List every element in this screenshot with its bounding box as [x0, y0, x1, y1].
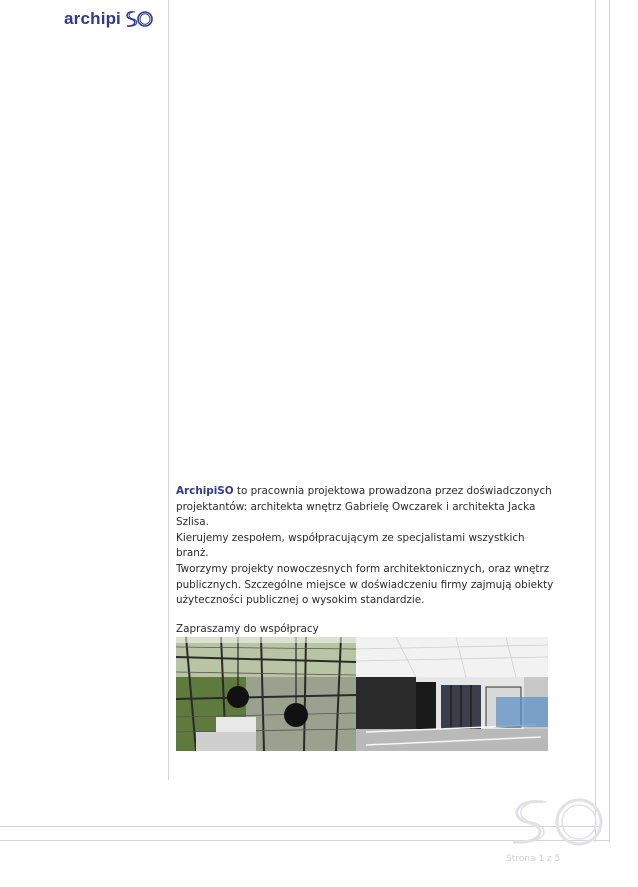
archipiso-logo	[64, 6, 154, 32]
intro-paragraph	[176, 484, 556, 609]
so-watermark-icon	[505, 794, 609, 850]
logo-text-archi: archi	[64, 9, 106, 28]
photo-strip	[176, 637, 548, 751]
frame-line-right-inner	[595, 0, 596, 842]
invite-text: Zapraszamy do współpracy	[176, 622, 319, 635]
intro-text	[176, 484, 556, 637]
frame-line-right-outer	[609, 0, 610, 842]
logo-so-mark-icon	[122, 8, 154, 30]
interior-office-railing-photo	[356, 637, 548, 751]
brand-name: ArchipiSO	[176, 485, 234, 497]
intro-line-5: publicznych. Szczególne miejsce w doświadczeniu firmy zajmują obiekty	[176, 578, 554, 591]
intro-line-4: Tworzymy projekty nowoczesnych form architektonicznych, oraz wnętrz	[176, 562, 550, 575]
frame-line-left	[168, 0, 169, 780]
intro-line-3: Kierujemy zespołem, współpracującym ze specjalistami wszystkich branż.	[176, 531, 525, 560]
logo-text-pi: pi	[105, 9, 121, 28]
intro-line-1: to pracownia projektowa prowadzona przez doświadczonych	[233, 485, 552, 497]
intro-line-2: projektantów: architekta wnętrz Gabrielę Owczarek i architekta Jacka Szlisa.	[176, 500, 536, 529]
intro-line-6: użyteczności publicznej o wysokim standardzie.	[176, 594, 425, 607]
interior-glass-facade-photo	[176, 637, 356, 751]
page-number: Strona 1 z 5	[506, 854, 561, 864]
